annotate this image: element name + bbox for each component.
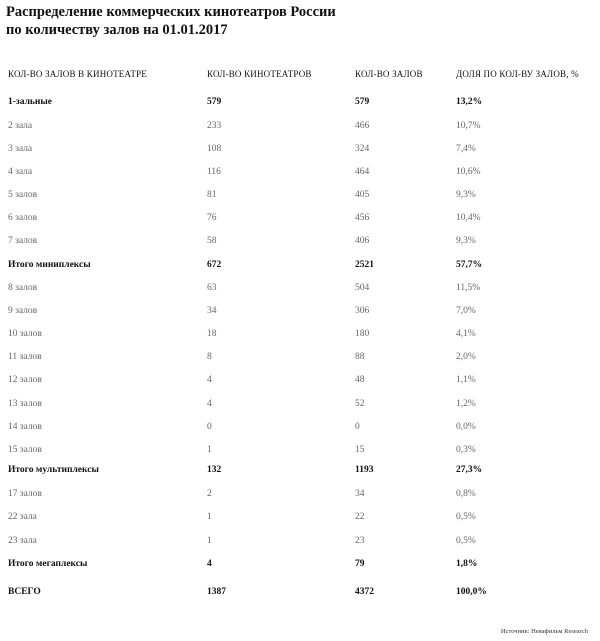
row-label: 23 зала bbox=[8, 536, 37, 546]
share-cell: 2,0% bbox=[456, 352, 476, 362]
title-line-2: по количеству залов на 01.01.2017 bbox=[6, 22, 228, 38]
header-cinema-count: КОЛ-ВО КИНОТЕАТРОВ bbox=[207, 69, 312, 79]
hall-count-cell: 456 bbox=[355, 213, 370, 223]
share-cell: 0,3% bbox=[456, 445, 476, 455]
hall-count-cell: 406 bbox=[355, 236, 370, 246]
cinema-count-cell: 18 bbox=[207, 329, 217, 339]
share-cell: 10,7% bbox=[456, 121, 481, 131]
hall-count-cell: 0 bbox=[355, 422, 360, 432]
cinema-count-cell: 116 bbox=[207, 167, 221, 177]
table-row bbox=[0, 352, 600, 368]
table-row-total bbox=[0, 559, 600, 575]
row-label: 17 залов bbox=[8, 489, 42, 499]
header-hall-count: КОЛ-ВО ЗАЛОВ bbox=[355, 69, 423, 79]
share-cell: 7,4% bbox=[456, 144, 476, 154]
row-label: 12 залов bbox=[8, 375, 42, 385]
hall-count-cell: 4372 bbox=[355, 587, 374, 597]
hall-count-cell: 504 bbox=[355, 283, 370, 293]
cinema-count-cell: 81 bbox=[207, 190, 217, 200]
table-row bbox=[0, 422, 600, 438]
row-label: Итого миниплексы bbox=[8, 260, 91, 270]
cinema-count-cell: 34 bbox=[207, 306, 217, 316]
share-cell: 27,3% bbox=[456, 465, 483, 475]
table-row bbox=[0, 121, 600, 137]
table-row bbox=[0, 283, 600, 299]
cinema-count-cell: 76 bbox=[207, 213, 217, 223]
share-cell: 1,2% bbox=[456, 399, 476, 409]
table-row-total bbox=[0, 260, 600, 276]
hall-count-cell: 464 bbox=[355, 167, 370, 177]
cinema-count-cell: 1 bbox=[207, 512, 212, 522]
share-cell: 1,8% bbox=[456, 559, 478, 569]
row-label: 7 залов bbox=[8, 236, 38, 246]
table-row-total bbox=[0, 587, 600, 603]
cinema-count-cell: 1 bbox=[207, 536, 212, 546]
row-label: 10 залов bbox=[8, 329, 42, 339]
table-row bbox=[0, 445, 600, 461]
share-cell: 10,4% bbox=[456, 213, 481, 223]
page-title bbox=[6, 3, 336, 39]
table-row bbox=[0, 236, 600, 252]
row-label: 6 залов bbox=[8, 213, 38, 223]
hall-count-cell: 34 bbox=[355, 489, 365, 499]
share-cell: 0,0% bbox=[456, 422, 476, 432]
cinema-count-cell: 4 bbox=[207, 559, 212, 569]
share-cell: 0,5% bbox=[456, 536, 476, 546]
table-row bbox=[0, 306, 600, 322]
hall-count-cell: 180 bbox=[355, 329, 370, 339]
row-label: 1-зальные bbox=[8, 97, 53, 107]
header-halls-per-cinema: КОЛ-ВО ЗАЛОВ В КИНОТЕАТРЕ bbox=[8, 69, 148, 79]
table-row bbox=[0, 190, 600, 206]
hall-count-cell: 88 bbox=[355, 352, 365, 362]
cinema-count-cell: 0 bbox=[207, 422, 212, 432]
source-note: Источник: Невафильм Research bbox=[500, 628, 588, 635]
cinema-count-cell: 233 bbox=[207, 121, 222, 131]
row-label: 8 залов bbox=[8, 283, 38, 293]
hall-count-cell: 579 bbox=[355, 97, 370, 107]
row-label: 14 залов bbox=[8, 422, 42, 432]
cinema-count-cell: 1387 bbox=[207, 587, 226, 597]
table-row bbox=[0, 489, 600, 505]
cinema-count-cell: 8 bbox=[207, 352, 212, 362]
table-row bbox=[0, 144, 600, 160]
row-label: 3 зала bbox=[8, 144, 33, 154]
table-row bbox=[0, 329, 600, 345]
cinema-count-cell: 579 bbox=[207, 97, 222, 107]
hall-count-cell: 324 bbox=[355, 144, 370, 154]
share-cell: 4,1% bbox=[456, 329, 476, 339]
hall-count-cell: 48 bbox=[355, 375, 365, 385]
table-row bbox=[0, 375, 600, 391]
cinema-count-cell: 2 bbox=[207, 489, 212, 499]
share-cell: 13,2% bbox=[456, 97, 483, 107]
hall-count-cell: 23 bbox=[355, 536, 365, 546]
cinema-count-cell: 1 bbox=[207, 445, 212, 455]
share-cell: 1,1% bbox=[456, 375, 476, 385]
share-cell: 7,0% bbox=[456, 306, 476, 316]
row-label: 4 зала bbox=[8, 167, 33, 177]
row-label: 15 залов bbox=[8, 445, 42, 455]
row-label: Итого мегаплексы bbox=[8, 559, 88, 569]
hall-count-cell: 1193 bbox=[355, 465, 374, 475]
hall-count-cell: 79 bbox=[355, 559, 365, 569]
share-cell: 0,5% bbox=[456, 512, 476, 522]
cinema-count-cell: 58 bbox=[207, 236, 217, 246]
row-label: Итого мультиплексы bbox=[8, 465, 99, 475]
table-row-total bbox=[0, 465, 600, 481]
title-line-1: Распределение коммерческих кинотеатров России bbox=[6, 4, 336, 20]
share-cell: 9,3% bbox=[456, 190, 476, 200]
row-label: 2 зала bbox=[8, 121, 33, 131]
row-label: 9 залов bbox=[8, 306, 38, 316]
share-cell: 100,0% bbox=[456, 587, 487, 597]
table-row-total bbox=[0, 97, 600, 113]
hall-count-cell: 2521 bbox=[355, 260, 374, 270]
cinema-count-cell: 132 bbox=[207, 465, 222, 475]
hall-count-cell: 306 bbox=[355, 306, 370, 316]
share-cell: 57,7% bbox=[456, 260, 483, 270]
hall-count-cell: 466 bbox=[355, 121, 370, 131]
cinema-count-cell: 63 bbox=[207, 283, 217, 293]
header-hall-share: ДОЛЯ ПО КОЛ-ВУ ЗАЛОВ, % bbox=[456, 69, 579, 79]
share-cell: 11,5% bbox=[456, 283, 481, 293]
cinema-count-cell: 108 bbox=[207, 144, 222, 154]
table-row bbox=[0, 167, 600, 183]
hall-count-cell: 15 bbox=[355, 445, 365, 455]
cinema-count-cell: 672 bbox=[207, 260, 222, 270]
row-label: 13 залов bbox=[8, 399, 42, 409]
table-row bbox=[0, 399, 600, 415]
cinema-count-cell: 4 bbox=[207, 375, 212, 385]
share-cell: 10,6% bbox=[456, 167, 481, 177]
table-row bbox=[0, 213, 600, 229]
table-header bbox=[0, 69, 600, 85]
cinema-count-cell: 4 bbox=[207, 399, 212, 409]
hall-count-cell: 22 bbox=[355, 512, 365, 522]
row-label: 5 залов bbox=[8, 190, 38, 200]
share-cell: 0,8% bbox=[456, 489, 476, 499]
share-cell: 9,3% bbox=[456, 236, 476, 246]
hall-count-cell: 52 bbox=[355, 399, 365, 409]
row-label: 22 зала bbox=[8, 512, 37, 522]
table-row bbox=[0, 536, 600, 552]
row-label: 11 залов bbox=[8, 352, 42, 362]
row-label: ВСЕГО bbox=[8, 587, 41, 597]
table-row bbox=[0, 512, 600, 528]
hall-count-cell: 405 bbox=[355, 190, 370, 200]
